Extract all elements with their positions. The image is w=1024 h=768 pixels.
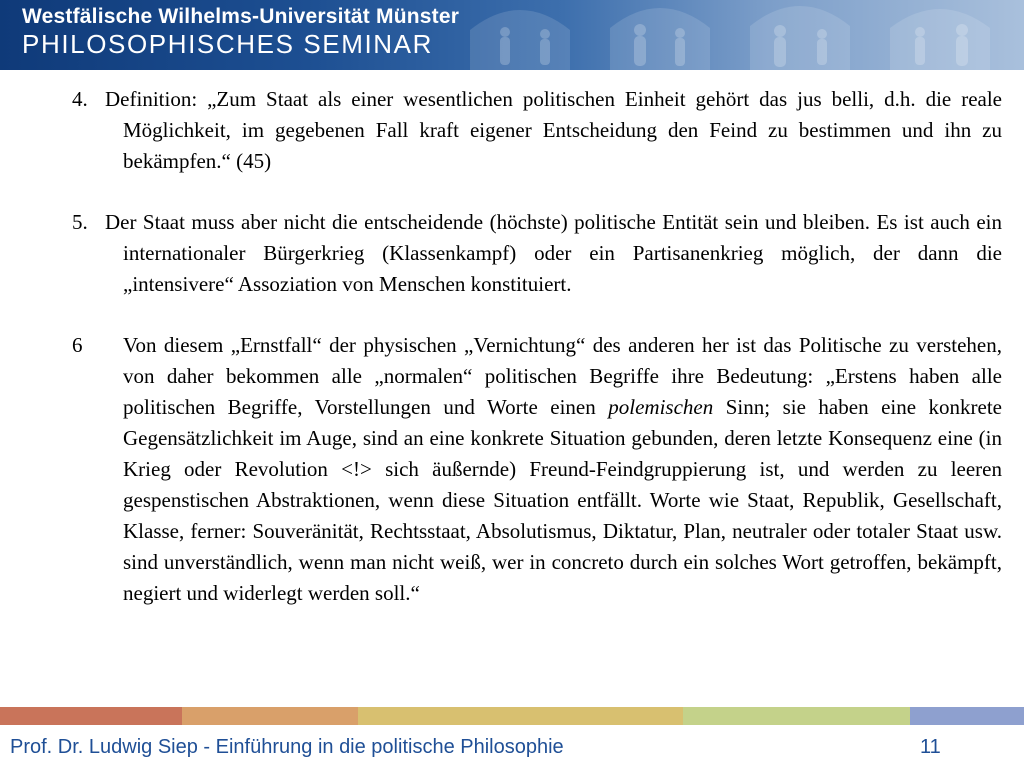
paragraph-number: 6 [72, 333, 83, 357]
paragraph-4 [72, 84, 1002, 177]
seminar-name: PHILOSOPHISCHES SEMINAR [22, 29, 433, 59]
page-number: 11 [920, 736, 941, 758]
color-bar-segment [0, 707, 182, 725]
footer-color-bar [0, 707, 1024, 725]
paragraph-text: Der Staat muss aber nicht die entscheidende (höchste) politische Entität sein und bleiben. Es ist auch ein internationaler Bürgerkrieg (Klassenkampf) oder ein Partisanenkrieg möglich, der dann die „intensivere“ Assoziation von Menschen konstituiert. [105, 210, 1002, 296]
paragraph-6 [72, 330, 1002, 609]
footer [0, 725, 1024, 768]
paragraph-text: Definition: „Zum Staat als einer wesentlichen politischen Einheit gehört das jus belli, d.h. die reale Möglichkeit, im gegebenen Fall kraft eigener Entscheidung den Feind zu bestimmen und ihn zu bekämpfen.“ (45) [105, 87, 1002, 173]
color-bar-segment [683, 707, 910, 725]
paragraph-italic-text: polemischen [608, 395, 714, 419]
paragraph-text: Sinn; sie haben eine konkrete Gegensätzlichkeit im Auge, sind an eine konkrete Situation gebunden, deren letzte Konsequenz eine (in Krieg oder Revolution <!> sich äußernde) Freund-Feindgruppierung ist, und werden zu leeren gespenstischen Abstraktionen, wenn diese Situation entfällt. Worte wie Staat, Republik, Gesellschaft, Klasse, ferner: Souveränität, Rechtsstaat, Absolutismus, Diktatur, Plan, neutraler oder totaler Staat usw. sind unverständlich, wenn man nicht weiß, wer in concreto durch ein solches Wort getroffen, bekämpft, negiert und widerlegt werden soll.“ [123, 395, 1003, 605]
paragraph-text: Von diesem „Ernstfall“ der physischen „Vernichtung“ des anderen her ist das Politische zu verstehen, von daher bekommen alle „normalen“ politischen Begriffe ihre Bedeutung: „Erstens haben alle politischen Begriffe, Vorstellungen und Worte einen [123, 333, 1002, 419]
university-name: Westfälische Wilhelms-Universität Münster [22, 5, 460, 28]
color-bar-segment [358, 707, 683, 725]
header-banner [0, 0, 1024, 70]
paragraph-5 [72, 207, 1002, 300]
paragraph-number: 4. [72, 87, 88, 111]
footer-author: Prof. Dr. Ludwig Siep - Einführung in die politische Philosophie [10, 736, 564, 758]
color-bar-segment [910, 707, 1024, 725]
slide-body [72, 84, 1002, 609]
color-bar-segment [182, 707, 358, 725]
paragraph-number: 5. [72, 210, 88, 234]
